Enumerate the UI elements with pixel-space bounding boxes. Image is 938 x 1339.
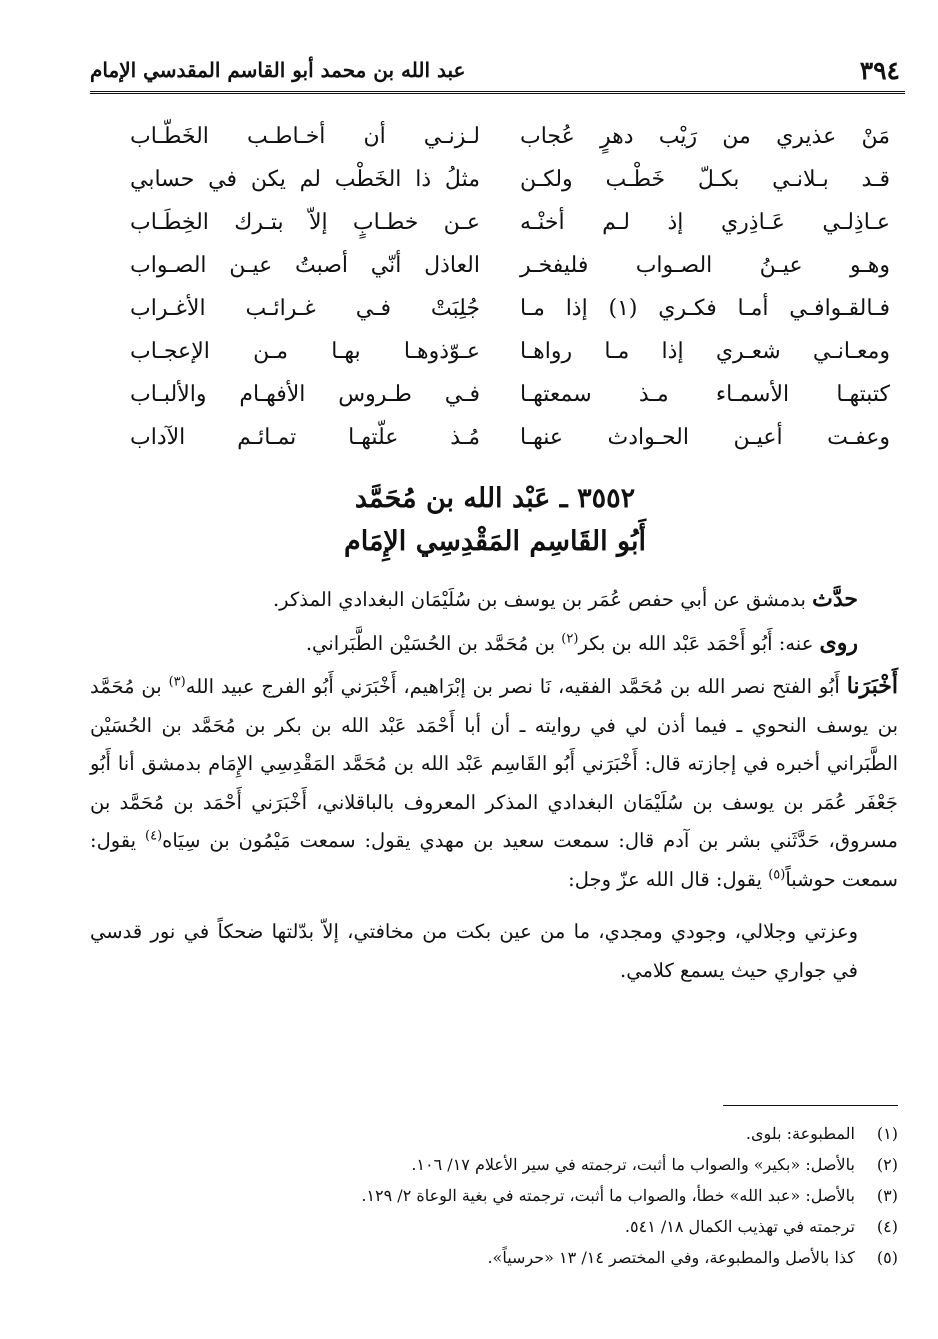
paragraph-lead-word: أَخْبَرَنا — [846, 673, 899, 699]
footnote-marker: (٤) — [145, 828, 163, 844]
verse-first-hemistich: ومعـانـي شعـري إذا مـا رواهـا — [520, 339, 890, 364]
footnote-text: بالأصل: «بكير» والصواب ما أثبت، ترجمته في سير الأعلام ١٧/ ١٠٦. — [411, 1155, 855, 1174]
poem-verse — [120, 425, 890, 468]
paragraph-lead-word: حدَّث — [812, 586, 858, 612]
body-text — [90, 580, 898, 994]
poem-verse — [120, 339, 890, 382]
verse-second-hemistich: عـوّذوهـا بهـا مـن الإعجـاب — [130, 339, 480, 364]
paragraph-text: عنه: أَبُو أَحْمَد عَبْد الله بن بكر — [578, 631, 814, 655]
verse-first-hemistich: قـد بـلانـي بكـلّ خَطْـب ولكـن — [520, 167, 890, 192]
verse-second-hemistich: لـزنـي أن أخـاطـب الخَطّـاب — [130, 124, 480, 149]
page-number: ٣٩٤ — [859, 56, 900, 85]
footnote-marker: (٣) — [168, 674, 186, 690]
footnote — [90, 1180, 898, 1211]
verse-first-hemistich: عـاذِلـي عَـاذِري إذ لـم أخنْـه — [520, 210, 890, 235]
paragraph-text: يقول: سمعت حوشباً — [90, 829, 898, 891]
footnote-text: كذا بالأصل والمطبوعة، وفي المختصر ١٤/ ١٣ «حرسياً». — [487, 1248, 855, 1267]
footnotes — [90, 1118, 898, 1273]
footnote-number: (٣) — [876, 1186, 898, 1205]
verse-second-hemistich: عـن خطـابٍ إلاّ بتـرك الخِطَـاب — [130, 210, 480, 235]
poem-verse — [120, 296, 890, 339]
verse-second-hemistich: جُلِبَتْ فـي غـرائـب الأغـراب — [130, 296, 480, 321]
footnote-text: بالأصل: «عبد الله» خطأ، والصواب ما أثبت، ترجمته في بغية الوعاة ٢/ ١٢٩. — [361, 1186, 855, 1205]
entry-subtitle: أَبُو القَاسِم المَقْدِسِي الإِمَام — [344, 526, 646, 557]
footnote-marker: (٢) — [561, 631, 579, 646]
footnote-rule — [723, 1105, 898, 1106]
footnote — [90, 1118, 898, 1149]
footnote — [90, 1211, 898, 1242]
entry-title: ٣٥٥٢ ـ عَبْد الله بن مُحَمَّد — [354, 483, 636, 514]
footnote-number: (١) — [876, 1124, 898, 1143]
paragraph-narrators — [90, 624, 898, 664]
paragraph-text: بدمشق عن أبي حفص عُمَر بن يوسف بن سُلَيْمَان البغدادي المذكر. — [272, 588, 806, 611]
verse-second-hemistich: مُـذ علّتهـا تمـائـم الآداب — [130, 425, 480, 450]
verse-second-hemistich: فـي طـروس الأفهـام والألبـاب — [130, 382, 480, 407]
paragraph-lead-word: روى — [819, 629, 858, 656]
paragraph-hadith — [90, 913, 898, 990]
header-rule — [90, 91, 905, 94]
footnote-number: (٥) — [876, 1248, 898, 1267]
verse-first-hemistich: مَنْ عذيري من رَيْب دهرٍ عُجاب — [520, 124, 890, 149]
footnote-marker: (٥) — [768, 867, 786, 882]
paragraph-narrated — [90, 580, 898, 620]
poem-verse — [120, 253, 890, 296]
verse-first-hemistich: فـالقـوافـي أمـا فكـري (١) إذا مـا — [520, 296, 890, 321]
paragraph-text: وعزتي وجلالي، وجودي ومجدي، ما من عين بكت من مخافتي، إلاّ بدّلتها ضحكاً في نور قدسي في جواري حيث يسمع كلامي. — [90, 920, 858, 982]
running-title: عبد الله بن محمد أبو القاسم المقدسي الإمام — [90, 58, 466, 82]
paragraph-text: بن مُحَمَّد بن الحُسَيْن الطَّبَراني. — [305, 631, 556, 655]
paragraph-text: بن مُحَمَّد بن يوسف النحوي ـ فيما أذن لي في روايته ـ أن أبا أَحْمَد عَبْد الله بن بكر بن مُحَمَّد بن الحُسَيْن الطَّبَراني أخبره في إجازته قال: أَخْبَرَني أَبُو القَاسِم عَبْد الله بن مُحَمَّد المَقْدِسِي الإِمَام بدمشق أنا أَبُو جَعْفَر عُمَر بن يوسف بن سُلَيْمَان البغدادي المذكر المعروف بالباقلاني، أَخْبَرَني أَحْمَد بن مُحَمَّد بن مسروق، حَدَّثَني بشر بن آدم قال: سمعت سعيد بن مهدي يقول: سمعت مَيْمُون بن سِيَاه — [90, 675, 898, 852]
paragraph-text: أَبُو الفتح نصر الله بن مُحَمَّد الفقيه، نَا نصر بن إبْرَاهيم، أَخْبَرَني أَبُو الفرج عبيد الله — [185, 675, 840, 698]
footnote-text: ترجمته في تهذيب الكمال ١٨/ ٥٤١. — [624, 1217, 855, 1236]
verse-second-hemistich: العاذل أنّي أصبتُ عيـن الصـواب — [130, 253, 480, 278]
verse-first-hemistich: كتبتهـا الأسمـاء مـذ سمعتهـا — [520, 382, 890, 407]
footnote — [90, 1242, 898, 1273]
footnote — [90, 1149, 898, 1180]
paragraph-text: يقول: قال الله عزّ وجل: — [568, 867, 762, 891]
entry-heading — [90, 478, 900, 564]
verse-second-hemistich: مثلُ ذا الخَطْب لم يكن في حسابي — [130, 167, 480, 192]
footnote-number: (٤) — [876, 1217, 898, 1236]
poem-verse — [120, 210, 890, 253]
footnote-text: المطبوعة: بلوى. — [745, 1124, 855, 1143]
verse-first-hemistich: وعفـت أعيـن الحـوادث عنهـا — [520, 425, 890, 450]
running-header — [90, 52, 900, 92]
poem-verse — [120, 382, 890, 425]
paragraph-isnad — [90, 667, 898, 899]
poem-verse — [120, 167, 890, 210]
poem-verse — [120, 124, 890, 167]
verse-first-hemistich: وهـو عيـنُ الصـواب فليفخـر — [520, 253, 890, 278]
footnote-number: (٢) — [876, 1155, 898, 1174]
poem — [120, 124, 890, 468]
